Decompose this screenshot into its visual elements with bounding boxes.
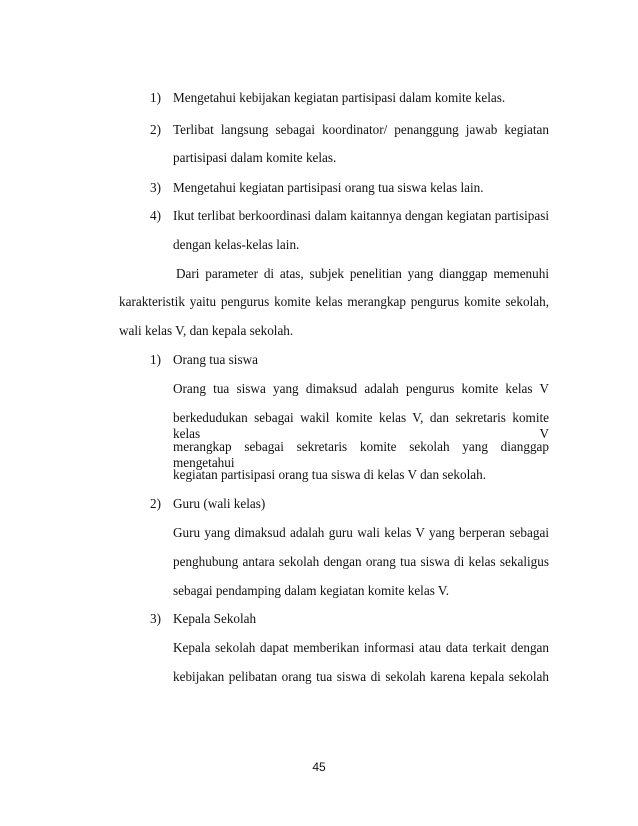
list-item-text: Ikut terlibat berkoordinasi dalam kaitannya dengan kegiatan partisipasi (173, 208, 549, 223)
list-item-text: Kepala sekolah dapat memberikan informasi atau data terkait dengan (173, 640, 549, 655)
list-item-number: 2) (150, 496, 161, 511)
list-item-heading: Guru (wali kelas) (173, 496, 266, 511)
paragraph-line: wali kelas V, dan kepala sekolah. (119, 323, 294, 338)
list-item-text: partisipasi dalam komite kelas. (173, 150, 337, 165)
list-item-text: Guru yang dimaksud adalah guru wali kelas V yang berperan sebagai (173, 525, 549, 540)
list-item-number: 1) (150, 352, 161, 367)
list-item-number: 4) (150, 208, 161, 223)
page-number: 45 (312, 760, 326, 774)
list-item-text: Mengetahui kegiatan partisipasi orang tua siswa kelas lain. (173, 180, 484, 195)
list-item-number: 2) (150, 122, 161, 137)
list-item-number: 3) (150, 180, 161, 195)
list-item-text: Mengetahui kebijakan kegiatan partisipasi dalam komite kelas. (173, 90, 506, 105)
list-item-heading: Orang tua siswa (173, 352, 258, 367)
list-item-text: penghubung antara sekolah dengan orang tua siswa di kelas sekaligus (173, 554, 549, 569)
paragraph-line: karakteristik yaitu pengurus komite kelas merangkap pengurus komite sekolah, (119, 294, 549, 309)
list-item-text: sebagai pendamping dalam kegiatan komite kelas V. (173, 583, 450, 598)
list-item-text: kegiatan partisipasi orang tua siswa di kelas V dan sekolah. (173, 467, 487, 482)
list-item-text: kebijakan pelibatan orang tua siswa di sekolah karena kepala sekolah (173, 669, 549, 684)
list-item-text: berkedudukan sebagai wakil komite kelas V, dan sekretaris komite kelas V (173, 410, 549, 441)
list-item-number: 1) (150, 90, 161, 105)
list-item-text: Terlibat langsung sebagai koordinator/ penanggung jawab kegiatan (173, 122, 549, 137)
list-item-text: merangkap sebagai sekretaris komite sekolah yang dianggap mengetahui (173, 439, 549, 470)
list-item-text: Orang tua siswa yang dimaksud adalah pengurus komite kelas V (173, 381, 549, 396)
list-item-text: dengan kelas-kelas lain. (173, 237, 300, 252)
list-item-heading: Kepala Sekolah (173, 611, 257, 626)
paragraph-line: Dari parameter di atas, subjek penelitian yang dianggap memenuhi (176, 266, 549, 281)
list-item-number: 3) (150, 611, 161, 626)
